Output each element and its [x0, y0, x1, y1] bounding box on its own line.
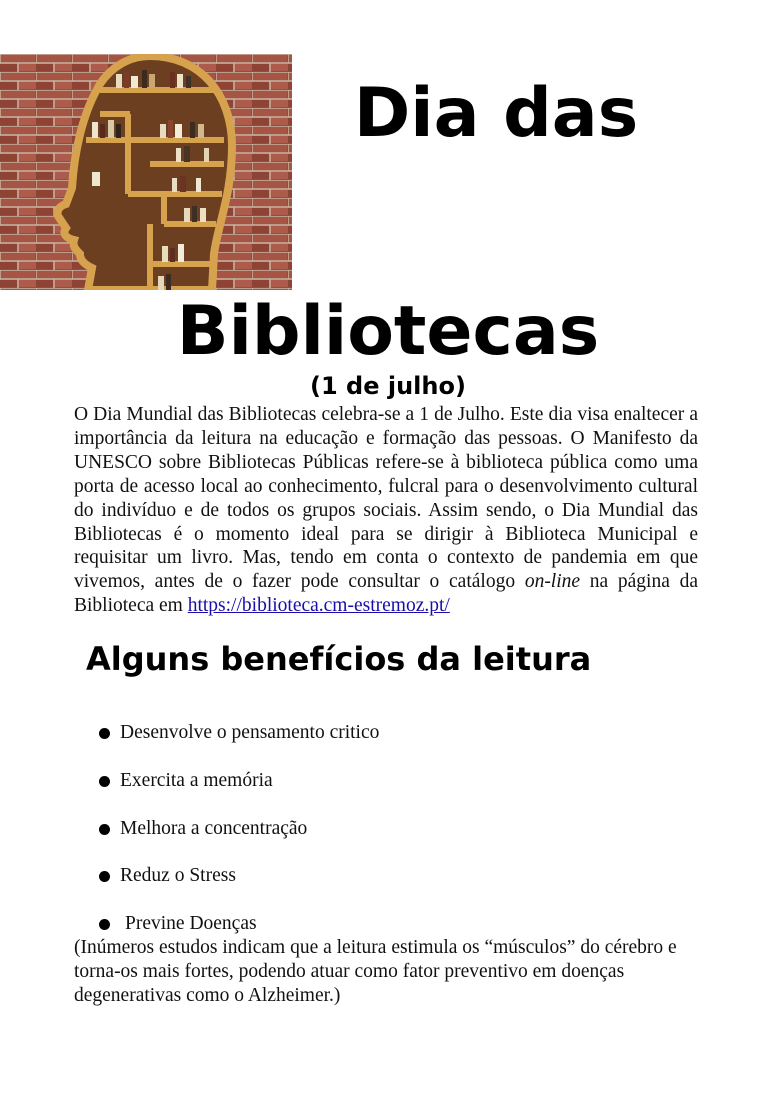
library-head-bookshelf-image [0, 54, 292, 290]
list-item-label: Reduz o Stress [120, 865, 236, 887]
list-item [98, 768, 379, 816]
library-link[interactable]: https://biblioteca.cm-estremoz.pt/ [187, 595, 450, 617]
benefits-note: (Inúmeros estudos indicam que a leitura estimula os “músculos” do cérebro e torna-os mais fortes, podendo atuar como fator preventivo em doenças degenerativas como o Alzheimer.) [74, 937, 677, 1006]
list-item [98, 816, 379, 864]
list-item-label: Desenvolve o pensamento critico [120, 722, 380, 743]
page-title-line-1: Dia das [353, 74, 639, 153]
page-title-line-2: Bibliotecas [176, 292, 600, 371]
bullet-icon [99, 776, 110, 787]
page-subtitle: (1 de julho) [310, 372, 466, 400]
intro-paragraph [74, 403, 698, 618]
list-item-label: Melhora a concentração [120, 817, 308, 839]
bullet-icon [99, 919, 110, 930]
bullet-icon [99, 871, 110, 882]
intro-italic-term: on-line [524, 571, 581, 593]
benefits-list [98, 720, 379, 959]
benefits-heading: Alguns benefícios da leitura [86, 640, 592, 678]
bullet-icon [99, 824, 110, 835]
list-item-label: Previne Doenças [125, 913, 257, 935]
bullet-icon [99, 728, 110, 739]
list-item [98, 720, 379, 768]
list-item-label: Exercita a memória [120, 769, 273, 791]
intro-text-after: na página da Biblioteca em [74, 571, 698, 617]
intro-text-before: O Dia Mundial das Bibliotecas celebra-se a 1 de Julho. Este dia visa enaltecer a importância da leitura na educação e formação das pessoas. O Manifesto da UNESCO sobre Bibliotecas Públicas refere-se à biblioteca pública como uma porta de acesso local ao conhecimento, fulcral para o desenvolvimento cultural do indivíduo e de todos os grupos sociais. Assim sendo, o Dia Mundial das Bibliotecas é o momento ideal para se dirigir à Biblioteca Municipal e requisitar um livro. Mas, tendo em conta o contexto de pandemia em que vivemos, antes de o fazer pode consultar o catálogo [74, 404, 698, 593]
list-item [98, 863, 379, 911]
